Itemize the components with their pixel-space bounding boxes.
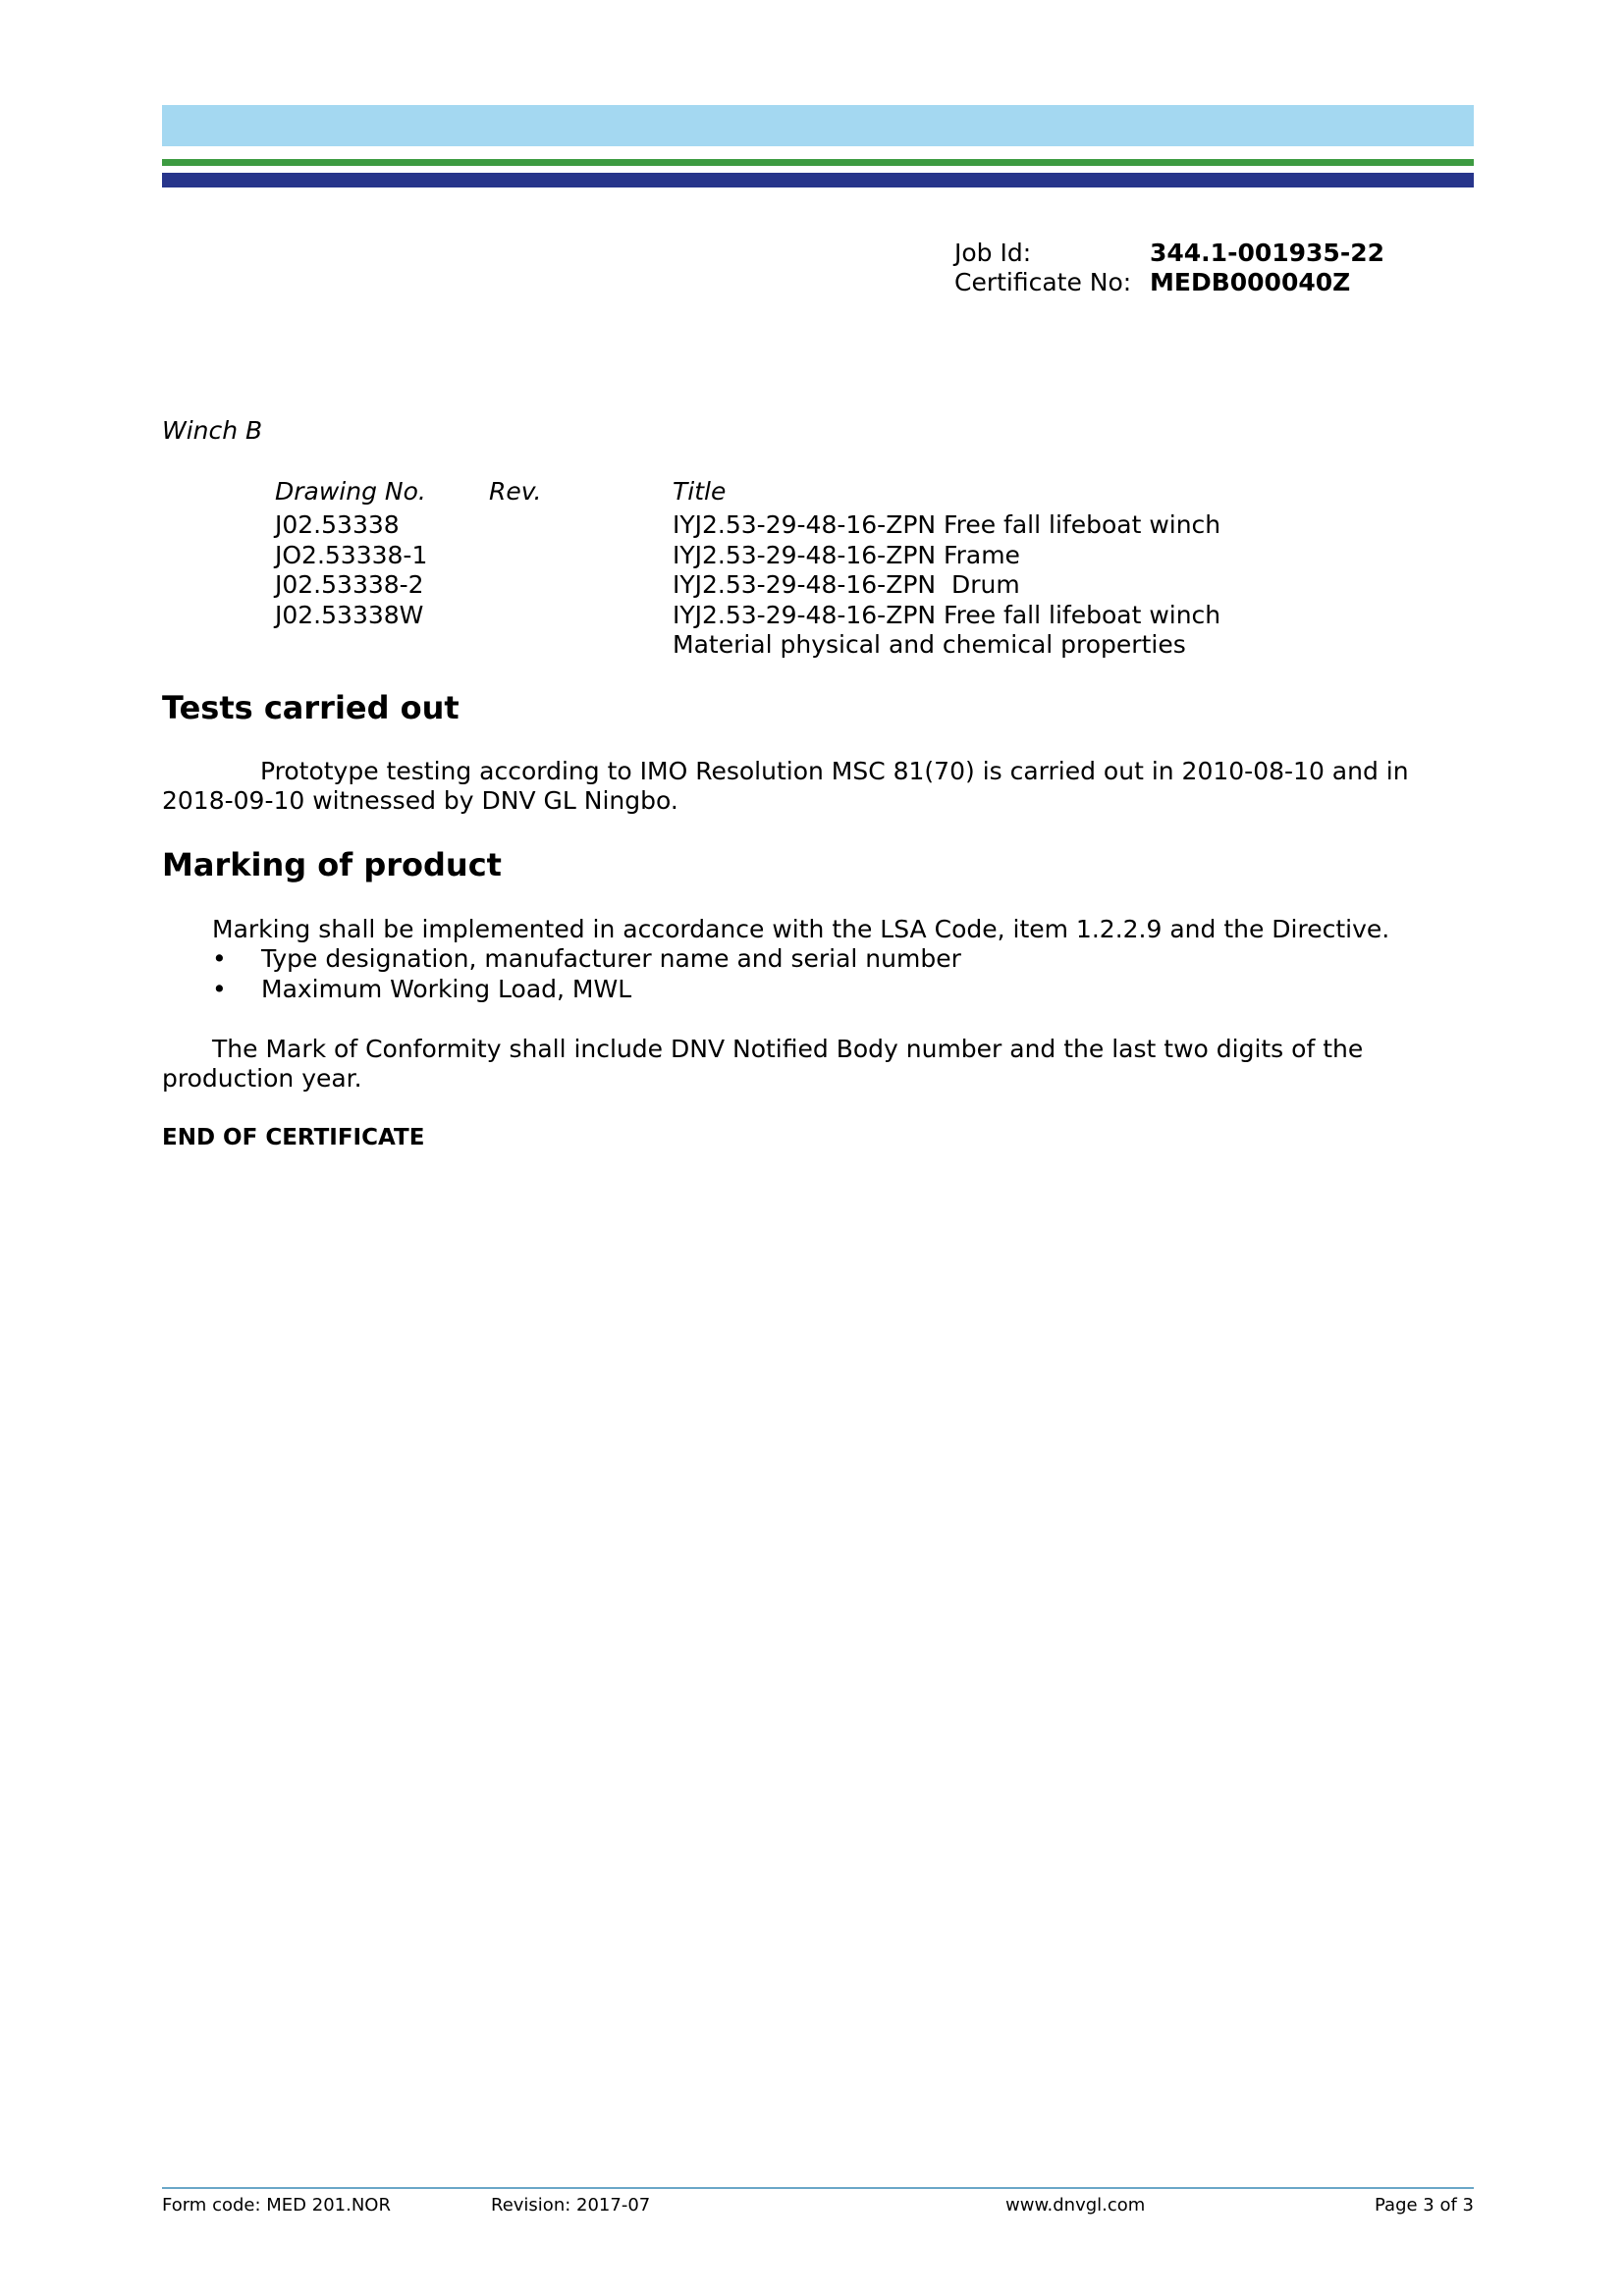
col-rev: Rev.	[489, 477, 542, 506]
tests-heading: Tests carried out	[162, 689, 460, 726]
certificate-label: Certificate No:	[954, 268, 1132, 296]
footer-page-number: Page 3 of 3	[1375, 2195, 1474, 2216]
col-title: Title	[673, 477, 727, 506]
end-of-certificate: END OF CERTIFICATE	[162, 1125, 425, 1150]
drawing-number: J02.53338	[275, 510, 400, 539]
job-id-label: Job Id:	[954, 239, 1032, 267]
bullet-icon: •	[212, 944, 227, 973]
drawing-number: JO2.53338-1	[275, 540, 428, 569]
drawing-title: IYJ2.53-29-48-16-ZPN Free fall lifeboat winch	[673, 510, 1221, 539]
drawing-title: IYJ2.53-29-48-16-ZPN Frame	[673, 540, 1020, 569]
list-item	[212, 944, 1390, 974]
header-band-navy	[162, 173, 1474, 187]
tests-text-line1: Prototype testing according to IMO Resolution MSC 81(70) is carried out in 2010-08-10 and in	[260, 757, 1409, 785]
drawing-number: J02.53338W	[275, 600, 424, 629]
conformity-text-line1: The Mark of Conformity shall include DNV Notified Body number and the last two digits of the	[212, 1035, 1364, 1063]
conformity-text-line2: production year.	[162, 1064, 362, 1093]
certificate-value: MEDB000040Z	[1150, 268, 1351, 296]
bullet-text: Type designation, manufacturer name and serial number	[261, 944, 961, 973]
tests-text-line2: 2018-09-10 witnessed by DNV GL Ningbo.	[162, 786, 678, 815]
marking-intro: Marking shall be implemented in accordance with the LSA Code, item 1.2.2.9 and the Directive.	[212, 915, 1390, 943]
footer-website: www.dnvgl.com	[1005, 2195, 1146, 2216]
winch-title: Winch B	[162, 416, 263, 445]
list-item	[212, 975, 1390, 1004]
footer-revision: Revision: 2017-07	[491, 2195, 651, 2216]
drawing-title: Material physical and chemical properties	[673, 630, 1186, 659]
drawing-title: IYJ2.53-29-48-16-ZPN Free fall lifeboat winch	[673, 600, 1221, 629]
header-band-green	[162, 159, 1474, 166]
bullet-text: Maximum Working Load, MWL	[261, 975, 632, 1003]
drawing-title: IYJ2.53-29-48-16-ZPN Drum	[673, 570, 1020, 599]
job-id-value: 344.1-001935-22	[1150, 239, 1384, 267]
marking-heading: Marking of product	[162, 846, 502, 883]
col-drawing-no: Drawing No.	[275, 477, 426, 506]
drawing-number: J02.53338-2	[275, 570, 424, 599]
footer-form-code: Form code: MED 201.NOR	[162, 2195, 391, 2216]
header-band-light	[162, 105, 1474, 146]
bullet-icon: •	[212, 975, 227, 1003]
footer-rule	[162, 2187, 1474, 2189]
